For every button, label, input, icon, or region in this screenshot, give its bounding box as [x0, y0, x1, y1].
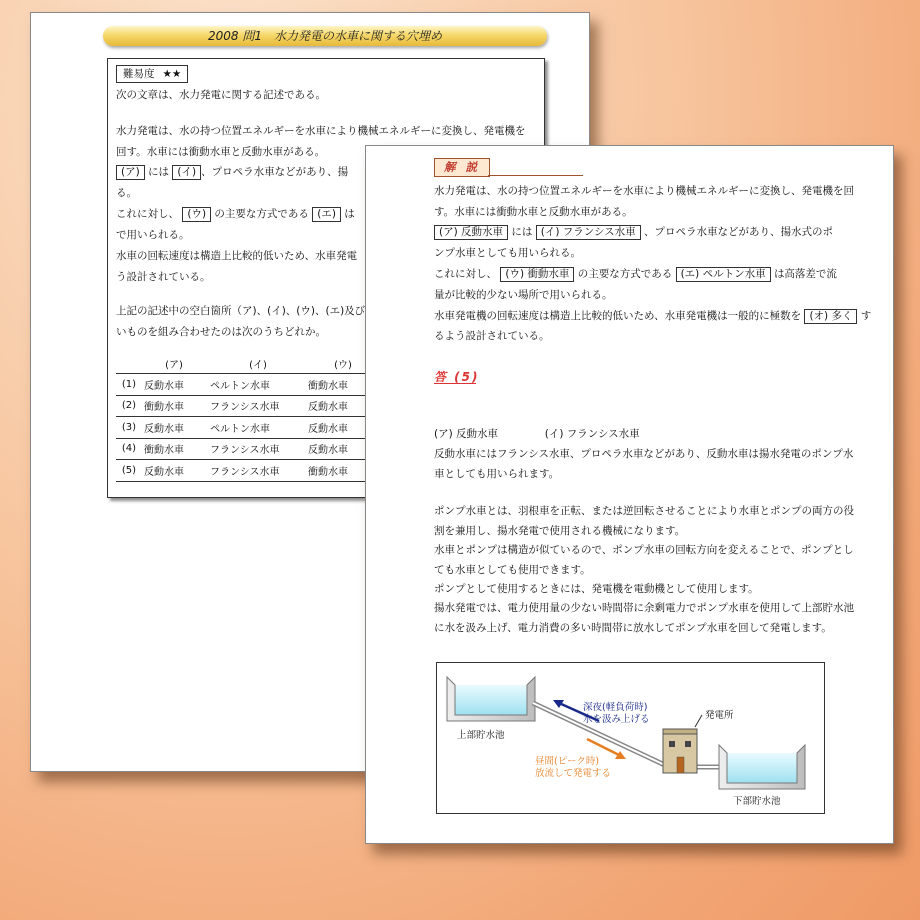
pump-up-label: 水を汲み上げる: [583, 714, 650, 725]
question-text: には: [148, 166, 170, 178]
explanation-line: 割を兼用し、揚水発電で使用される機械になります。: [434, 525, 686, 537]
explanation-line: ても水車としても使用できます。: [434, 564, 591, 576]
explanation-line: す。水車には衝動水車と反動水車がある。: [434, 206, 633, 218]
question-intro: 次の文章は、水力発電に関する記述である。: [116, 89, 326, 101]
explanation-text: す: [860, 310, 872, 322]
upper-reservoir: [447, 677, 535, 721]
difficulty-badge: [116, 65, 188, 83]
table-row: [116, 460, 378, 482]
answer-box-u: (ウ) 衝動水車: [500, 267, 574, 282]
table-row: [116, 438, 378, 460]
power-plant-building: [663, 729, 697, 773]
table-cell: 反動水車: [306, 395, 378, 417]
table-cell: 反動水車: [306, 417, 378, 439]
table-row: [116, 374, 378, 396]
question-title: 2008 問1 水力発電の水車に関する穴埋め: [103, 26, 547, 46]
table-cell: (5): [116, 460, 142, 482]
question-text: は: [344, 208, 355, 220]
table-cell: 反動水車: [142, 374, 204, 396]
answer-box-e: (エ) ペルトン水車: [676, 267, 771, 282]
pumped-storage-diagram: [436, 662, 825, 814]
explanation-text: は高落差で流: [773, 268, 837, 280]
table-cell: フランシス水車: [204, 438, 306, 460]
explanation-line: [434, 308, 871, 324]
blank-e: (エ): [312, 207, 341, 222]
explanation-line: ポンプとして使用するときには、発電機を電動機として使用します。: [434, 583, 759, 595]
explanation-line: 量が比較的少ない場所で用いられる。: [434, 289, 613, 301]
choices-table: [116, 353, 378, 482]
table-cell: (2): [116, 395, 142, 417]
explanation-line: ンプ水車としても用いられる。: [434, 247, 581, 259]
table-cell: フランシス水車: [204, 395, 306, 417]
question-text-line: 水車の回転速度は構造上比較的低いため、水車発電: [116, 250, 358, 262]
explanation-line: 反動水車にはフランシス水車、プロペラ水車などがあり、反動水車は揚水発電のポンプ水: [434, 448, 854, 460]
table-cell: 衝動水車: [306, 460, 378, 482]
table-cell: 反動水車: [306, 438, 378, 460]
explanation-line: 水車とポンプは構造が似ているので、ポンプ水車の回転方向を変えることで、ポンプとし: [434, 544, 854, 556]
table-cell: ペルトン水車: [204, 374, 306, 396]
difficulty-label: 難易度: [123, 68, 155, 80]
explanation-text: 水車発電機の回転速度は構造上比較的低いため、水車発電機は一般的に極数を: [434, 310, 802, 322]
explanation-line: 車としても用いられます。: [434, 468, 560, 480]
night-time-label: 深夜(軽負荷時): [583, 702, 648, 713]
choices-table-header: [116, 353, 378, 374]
lower-reservoir: [719, 745, 805, 789]
answer-heading-a: (ア) 反動水車: [434, 428, 499, 440]
question-text: の主要な方式である: [214, 208, 309, 220]
table-header: (イ): [249, 359, 267, 371]
question-text-line: 水力発電は、水の持つ位置エネルギーを水車により機械エネルギーに変換し、発電機を: [116, 125, 526, 137]
explanation-text: の主要な方式である: [577, 268, 673, 280]
blank-u: (ウ): [182, 207, 211, 222]
question-prompt-line: いものを組み合わせたのは次のうちどれか。: [116, 326, 326, 338]
explanation-text: 、プロペラ水車などがあり、揚水式のポ: [644, 226, 834, 238]
heading-underline: [488, 175, 583, 176]
question-text-line: う設計されている。: [116, 271, 211, 283]
table-header: [116, 353, 142, 374]
power-plant-label: 発電所: [705, 710, 734, 721]
table-header: (ウ): [334, 359, 352, 371]
explanation-line: ポンプ水車とは、羽根車を正転、または逆回転させることにより水車とポンプの両方の役: [434, 505, 854, 517]
generate-label: 放流して発電する: [535, 768, 612, 779]
table-cell: 衝動水車: [142, 438, 204, 460]
explanation-text: には: [511, 226, 533, 238]
table-cell: ペルトン水車: [204, 417, 306, 439]
explanation-line: [434, 266, 837, 282]
table-row: [116, 417, 378, 439]
table-cell: 反動水車: [142, 417, 204, 439]
daytime-label: 昼間(ピーク時): [535, 756, 600, 767]
table-cell: (3): [116, 417, 142, 439]
explanation-line: 揚水発電では、電力使用量の少ない時間帯に余剰電力でポンプ水車を使用して上部貯水池: [434, 602, 854, 614]
lower-reservoir-label: 下部貯水池: [733, 796, 781, 807]
explanation-line: 水力発電は、水の持つ位置エネルギーを水車により機械エネルギーに変換し、発電機を回: [434, 185, 854, 197]
explanation-page: [365, 145, 894, 844]
answer-box-i: (イ) フランシス水車: [536, 225, 641, 240]
question-text: 、プロペラ水車などがあり、揚: [201, 166, 349, 178]
answer-box-a: (ア) 反動水車: [434, 225, 508, 240]
question-text-line: [116, 164, 348, 180]
question-prompt-line: 上記の記述中の空白箇所（ア)、(イ)、(ウ)、(エ)及び: [116, 305, 366, 317]
explanation-text: これに対し、: [434, 268, 497, 280]
question-text-line: 回す。水車には衝動水車と反動水車がある。: [116, 146, 326, 158]
table-cell: (1): [116, 374, 142, 396]
explanation-line: に水を汲み上げ、電力消費の多い時間帯に放水してポンプ水車を回して発電します。: [434, 622, 832, 634]
table-header: (ア): [165, 359, 183, 371]
blank-i: (イ): [172, 165, 201, 180]
table-cell: フランシス水車: [204, 460, 306, 482]
blank-a: (ア): [116, 165, 145, 180]
explanation-line: るよう設計されている。: [434, 330, 550, 342]
answer-underline: [434, 383, 476, 384]
answer-box-o: (オ) 多く: [804, 309, 857, 324]
upper-reservoir-label: 上部貯水池: [457, 730, 505, 741]
table-cell: 反動水車: [142, 460, 204, 482]
question-text: これに対し、: [116, 208, 179, 220]
answer-label: 答 (5): [434, 370, 480, 384]
answer-heading-i: (イ) フランシス水車: [544, 428, 640, 440]
table-cell: 衝動水車: [142, 395, 204, 417]
table-cell: 衝動水車: [306, 374, 378, 396]
explanation-line: [434, 224, 833, 240]
difficulty-stars: ★★: [162, 68, 182, 80]
explanation-heading: 解 説: [434, 158, 490, 177]
question-text-line: [116, 206, 355, 222]
question-text-line: で用いられる。: [116, 229, 190, 241]
table-cell: (4): [116, 438, 142, 460]
answer-heading-line: [434, 426, 640, 441]
table-row: [116, 395, 378, 417]
question-text-line: る。: [116, 187, 137, 199]
